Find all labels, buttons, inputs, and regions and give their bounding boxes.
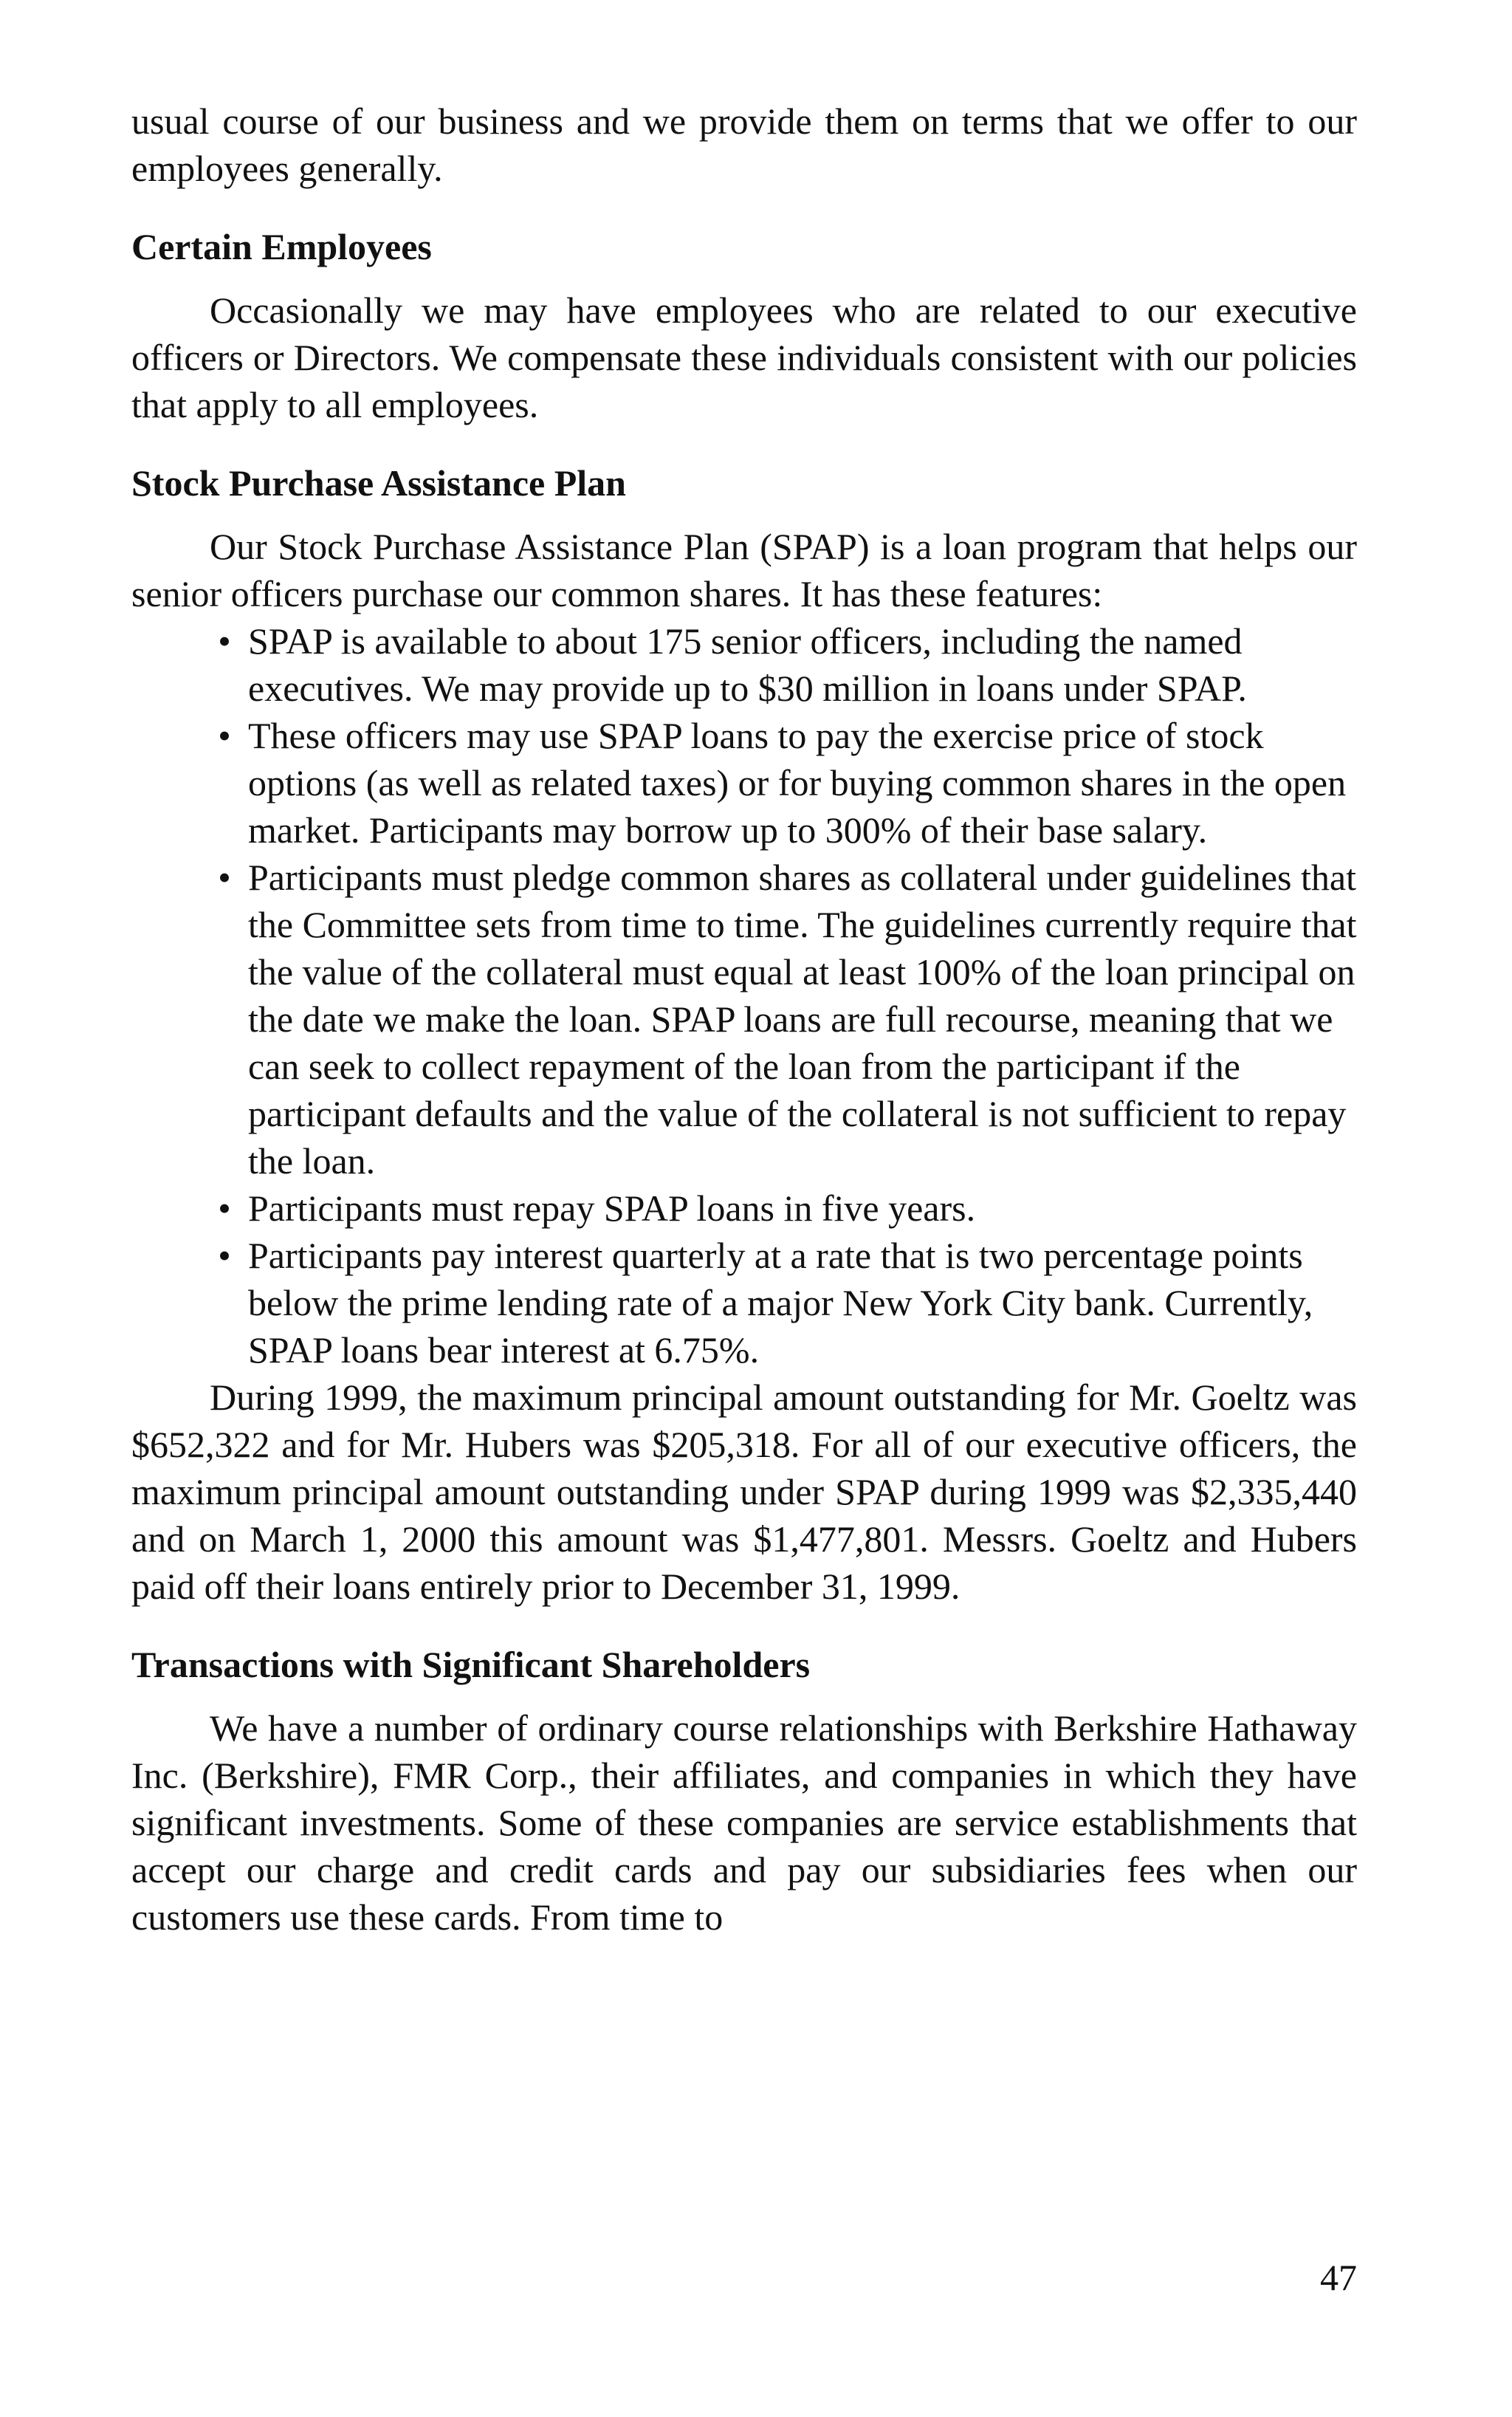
list-item xyxy=(131,854,1357,1184)
bullet-icon: • xyxy=(218,1187,231,1229)
certain-employees-paragraph: Occasionally we may have employees who are related to our executive officers or Directors. We compensate these individuals consistent with our policies that apply to all employees. xyxy=(131,289,1357,425)
bullet-icon: • xyxy=(218,620,231,662)
list-item-text: SPAP is available to about 175 senior officers, including the named executives. We may provide up to $30 million in loans under SPAP. xyxy=(248,620,1247,709)
bullet-icon: • xyxy=(218,857,231,898)
bullet-icon: • xyxy=(218,715,231,756)
list-item xyxy=(131,712,1357,854)
heading-transactions-significant-shareholders: Transactions with Significant Shareholders xyxy=(131,1644,811,1685)
spap-closing-paragraph: During 1999, the maximum principal amount outstanding for Mr. Goeltz was $652,322 and for Mr. Hubers was $205,318. For all of our executive officers, the maximum principal amount outstanding under SPAP during 1999 was $2,335,440 and on March 1, 2000 this amount was $1,477,801. Messrs. Goeltz and Hubers paid off their loans entirely prior to December 31, 1999. xyxy=(131,1377,1357,1607)
list-item-text: These officers may use SPAP loans to pay the exercise price of stock options (as well as related taxes) or for buying common shares in the open market. Participants may borrow up to 300% of their base salary. xyxy=(248,715,1347,851)
list-item-text: Participants must pledge common shares as collateral under guidelines that the Committee sets from time to time. The guidelines currently require that the value of the collateral must equal at least 100% of the loan principal on the date we make the loan. SPAP loans are full recourse, meaning that we can seek to collect repayment of the loan from the participant if the participant defaults and the value of the collateral is not sufficient to repay the loan. xyxy=(248,857,1357,1182)
spap-features-list xyxy=(131,617,1357,1374)
list-item-text: Participants must repay SPAP loans in five years. xyxy=(248,1187,976,1229)
document-page xyxy=(131,97,1357,1941)
spap-intro-paragraph: Our Stock Purchase Assistance Plan (SPAP) is a loan program that helps our senior officers purchase our common shares. It has these features: xyxy=(131,526,1357,614)
list-item-text: Participants pay interest quarterly at a rate that is two percentage points below the prime lending rate of a major New York City bank. Currently, SPAP loans bear interest at 6.75%. xyxy=(248,1235,1313,1371)
list-item xyxy=(131,617,1357,712)
list-item xyxy=(131,1232,1357,1374)
heading-stock-purchase-assistance-plan: Stock Purchase Assistance Plan xyxy=(131,462,626,504)
heading-certain-employees: Certain Employees xyxy=(131,226,432,267)
intro-paragraph: usual course of our business and we provide them on terms that we offer to our employees generally. xyxy=(131,100,1357,189)
bullet-icon: • xyxy=(218,1235,231,1276)
page-number: 47 xyxy=(1320,2257,1357,2298)
list-item xyxy=(131,1184,1357,1232)
significant-shareholders-paragraph: We have a number of ordinary course relationships with Berkshire Hathaway Inc. (Berkshire), FMR Corp., their affiliates, and companies in which they have significant investments. Some of these companies are service establishments that accept our charge and credit cards and pay our subsidiaries fees when our customers use these cards. From time to xyxy=(131,1707,1357,1938)
